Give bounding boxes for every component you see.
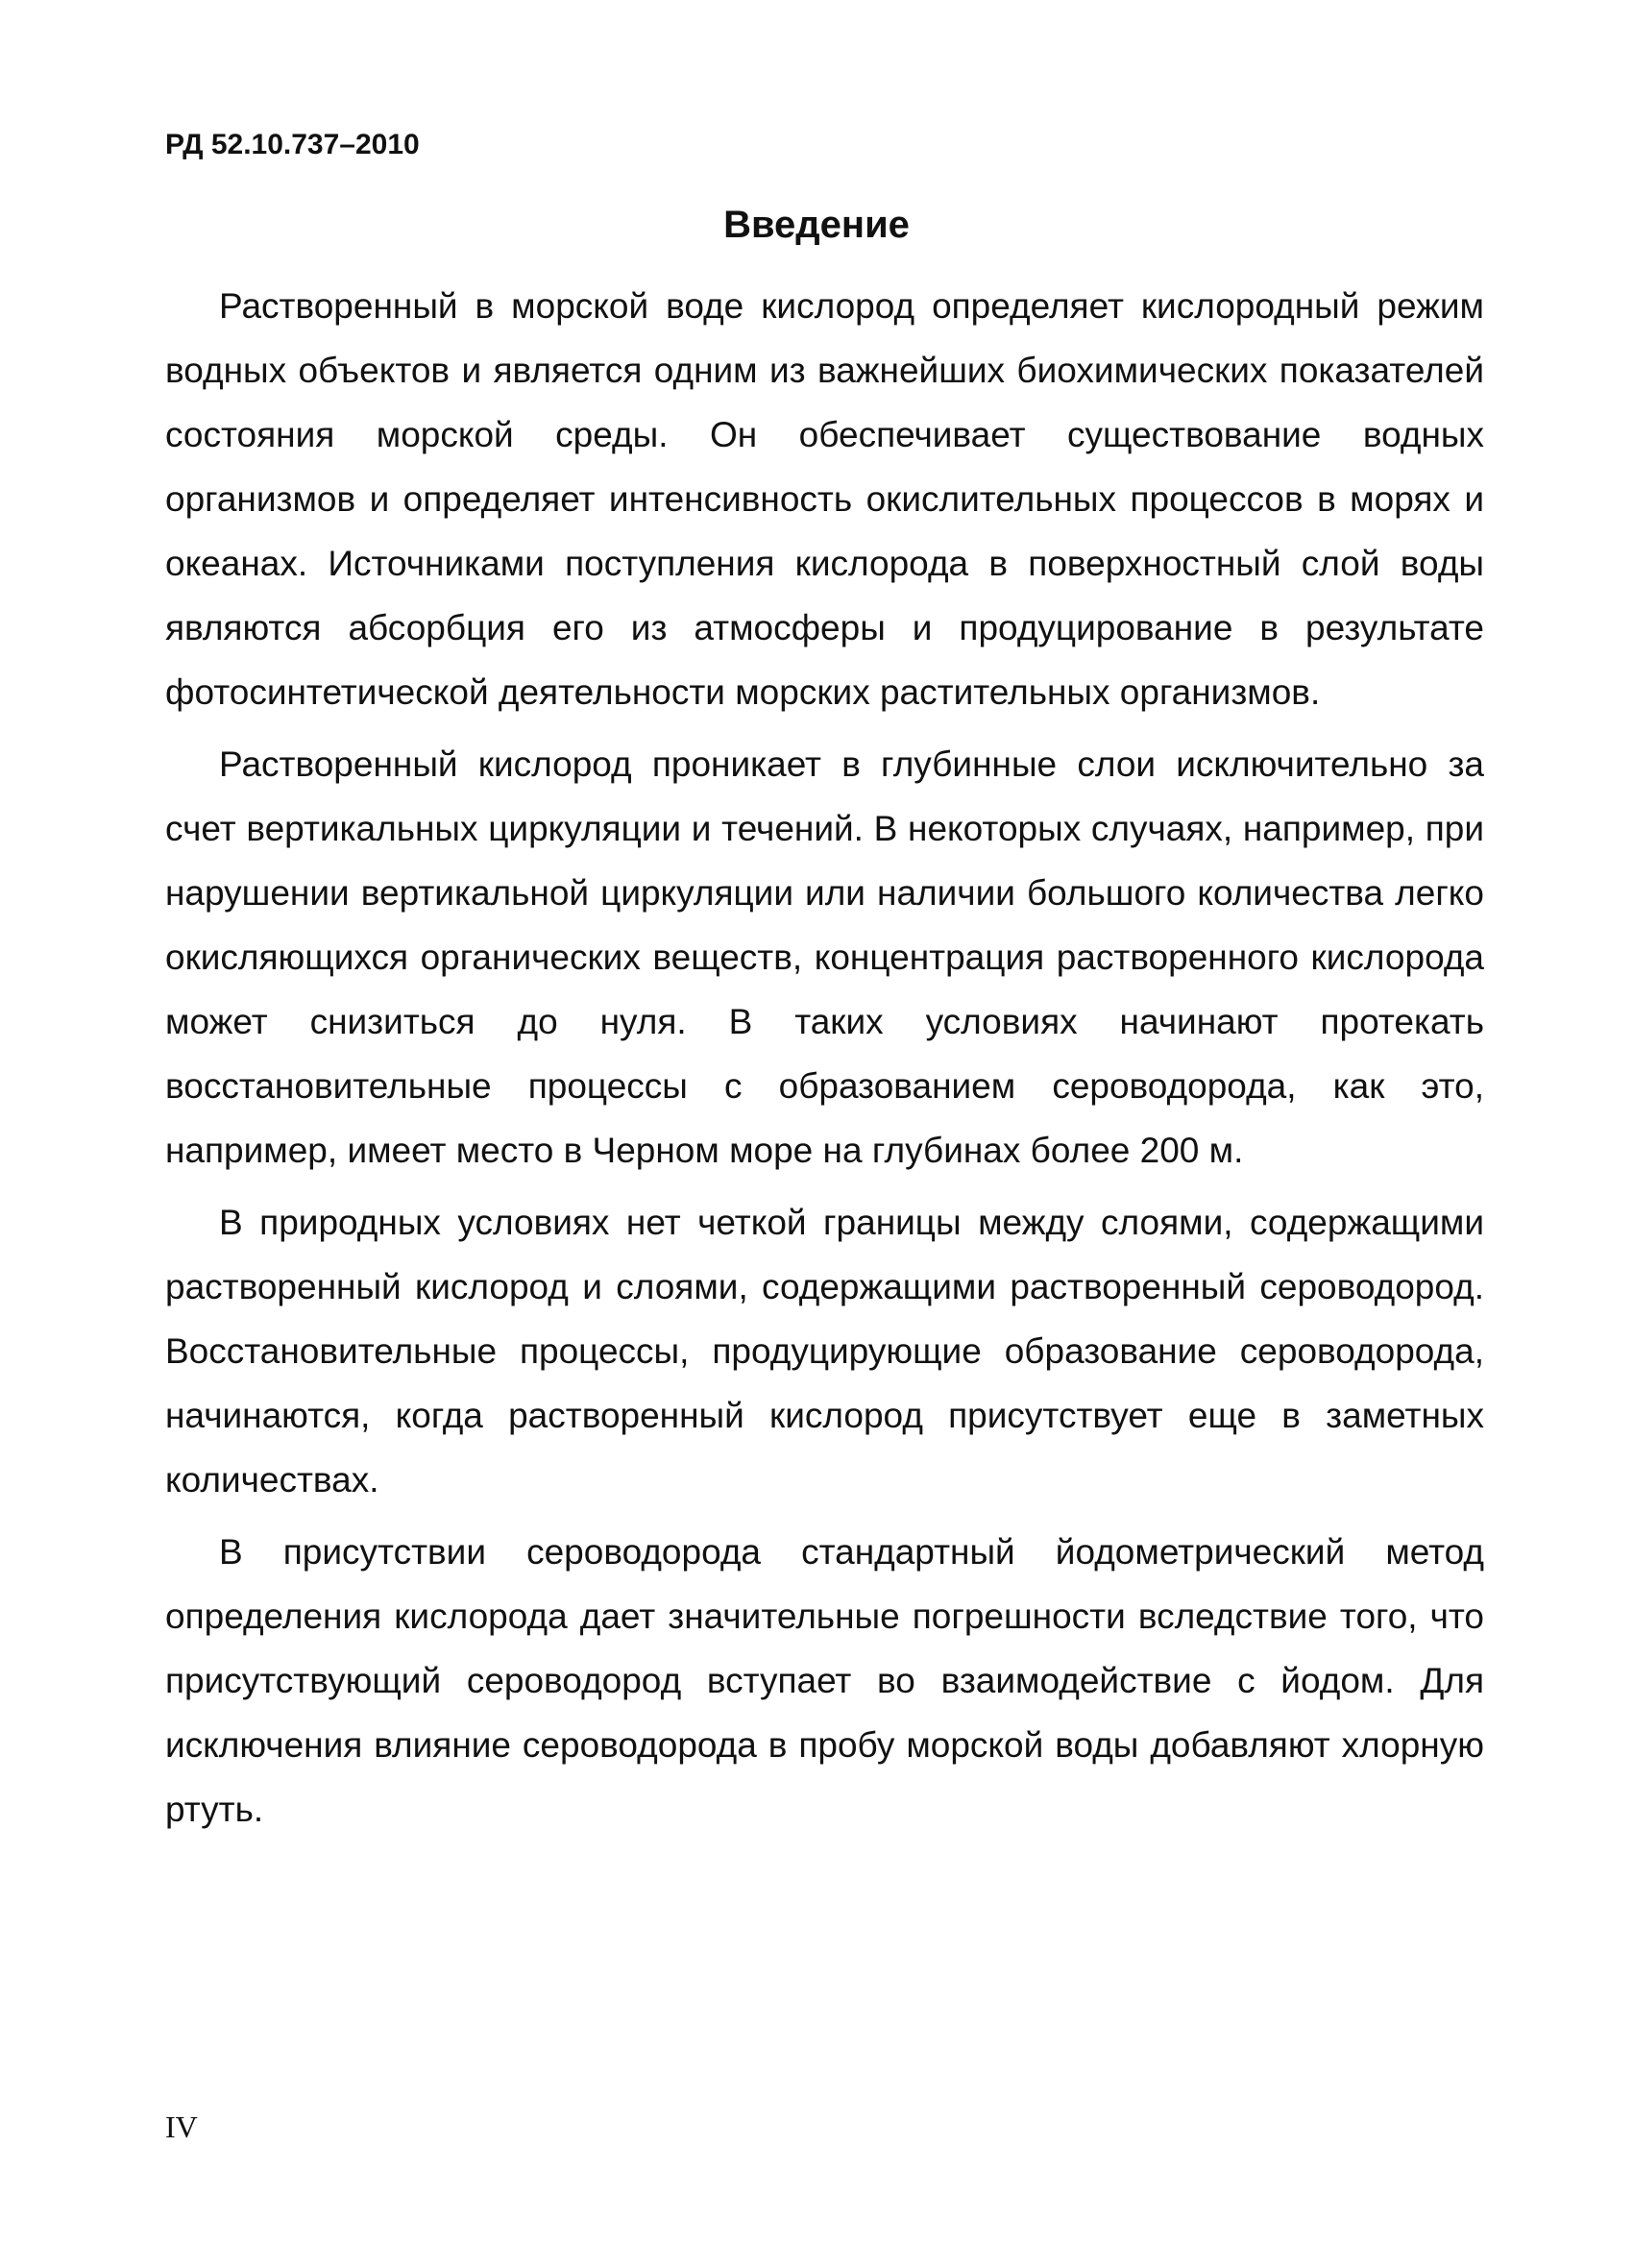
paragraph: В присутствии сероводорода стандартный йодометрический метод определения кислорода дает значительные погрешности вследствие того, что присутствующий сероводород вступает во взаимодействие с йодом. Для исключения влияние сероводорода в пробу морской воды добавляют хлорную ртуть. [165,1532,1484,1829]
body-text [165,274,1484,1849]
page-number: IV [165,2109,198,2144]
paragraph: Растворенный кислород проникает в глубинные слои исключительно за счет вертикальных циркуляции и течений. В некоторых случаях, например, при нарушении вертикальной циркуляции или наличии большого количества легко окисляющихся органических веществ, концентрация растворенного кислорода может снизиться до нуля. В таких условиях начинают протекать восстановительные процессы с образованием сероводорода, как это, например, имеет место в Черном море на глубинах более 200 м. [165,744,1484,1170]
section-title: Введение [723,204,910,246]
paragraph: В природных условиях нет четкой границы между слоями, содержащими растворенный кислород и слоями, содержащими растворенный сероводород. Восстановительные процессы, продуцирующие образование сероводорода, начинаются, когда растворенный кислород присутствует еще в заметных количествах. [165,1203,1484,1500]
paragraph: Растворенный в морской воде кислород определяет кислородный режим водных объектов и является одним из важнейших биохимических показателей состояния морской среды. Он обеспечивает существование водных организмов и определяет интенсивность окислительных процессов в морях и океанах. Источниками поступления кислорода в поверхностный слой воды являются абсорбция его из атмосферы и продуцирование в результате фотосинтетической деятельности морских растительных организмов. [165,286,1484,712]
document-code: РД 52.10.737–2010 [165,129,420,160]
